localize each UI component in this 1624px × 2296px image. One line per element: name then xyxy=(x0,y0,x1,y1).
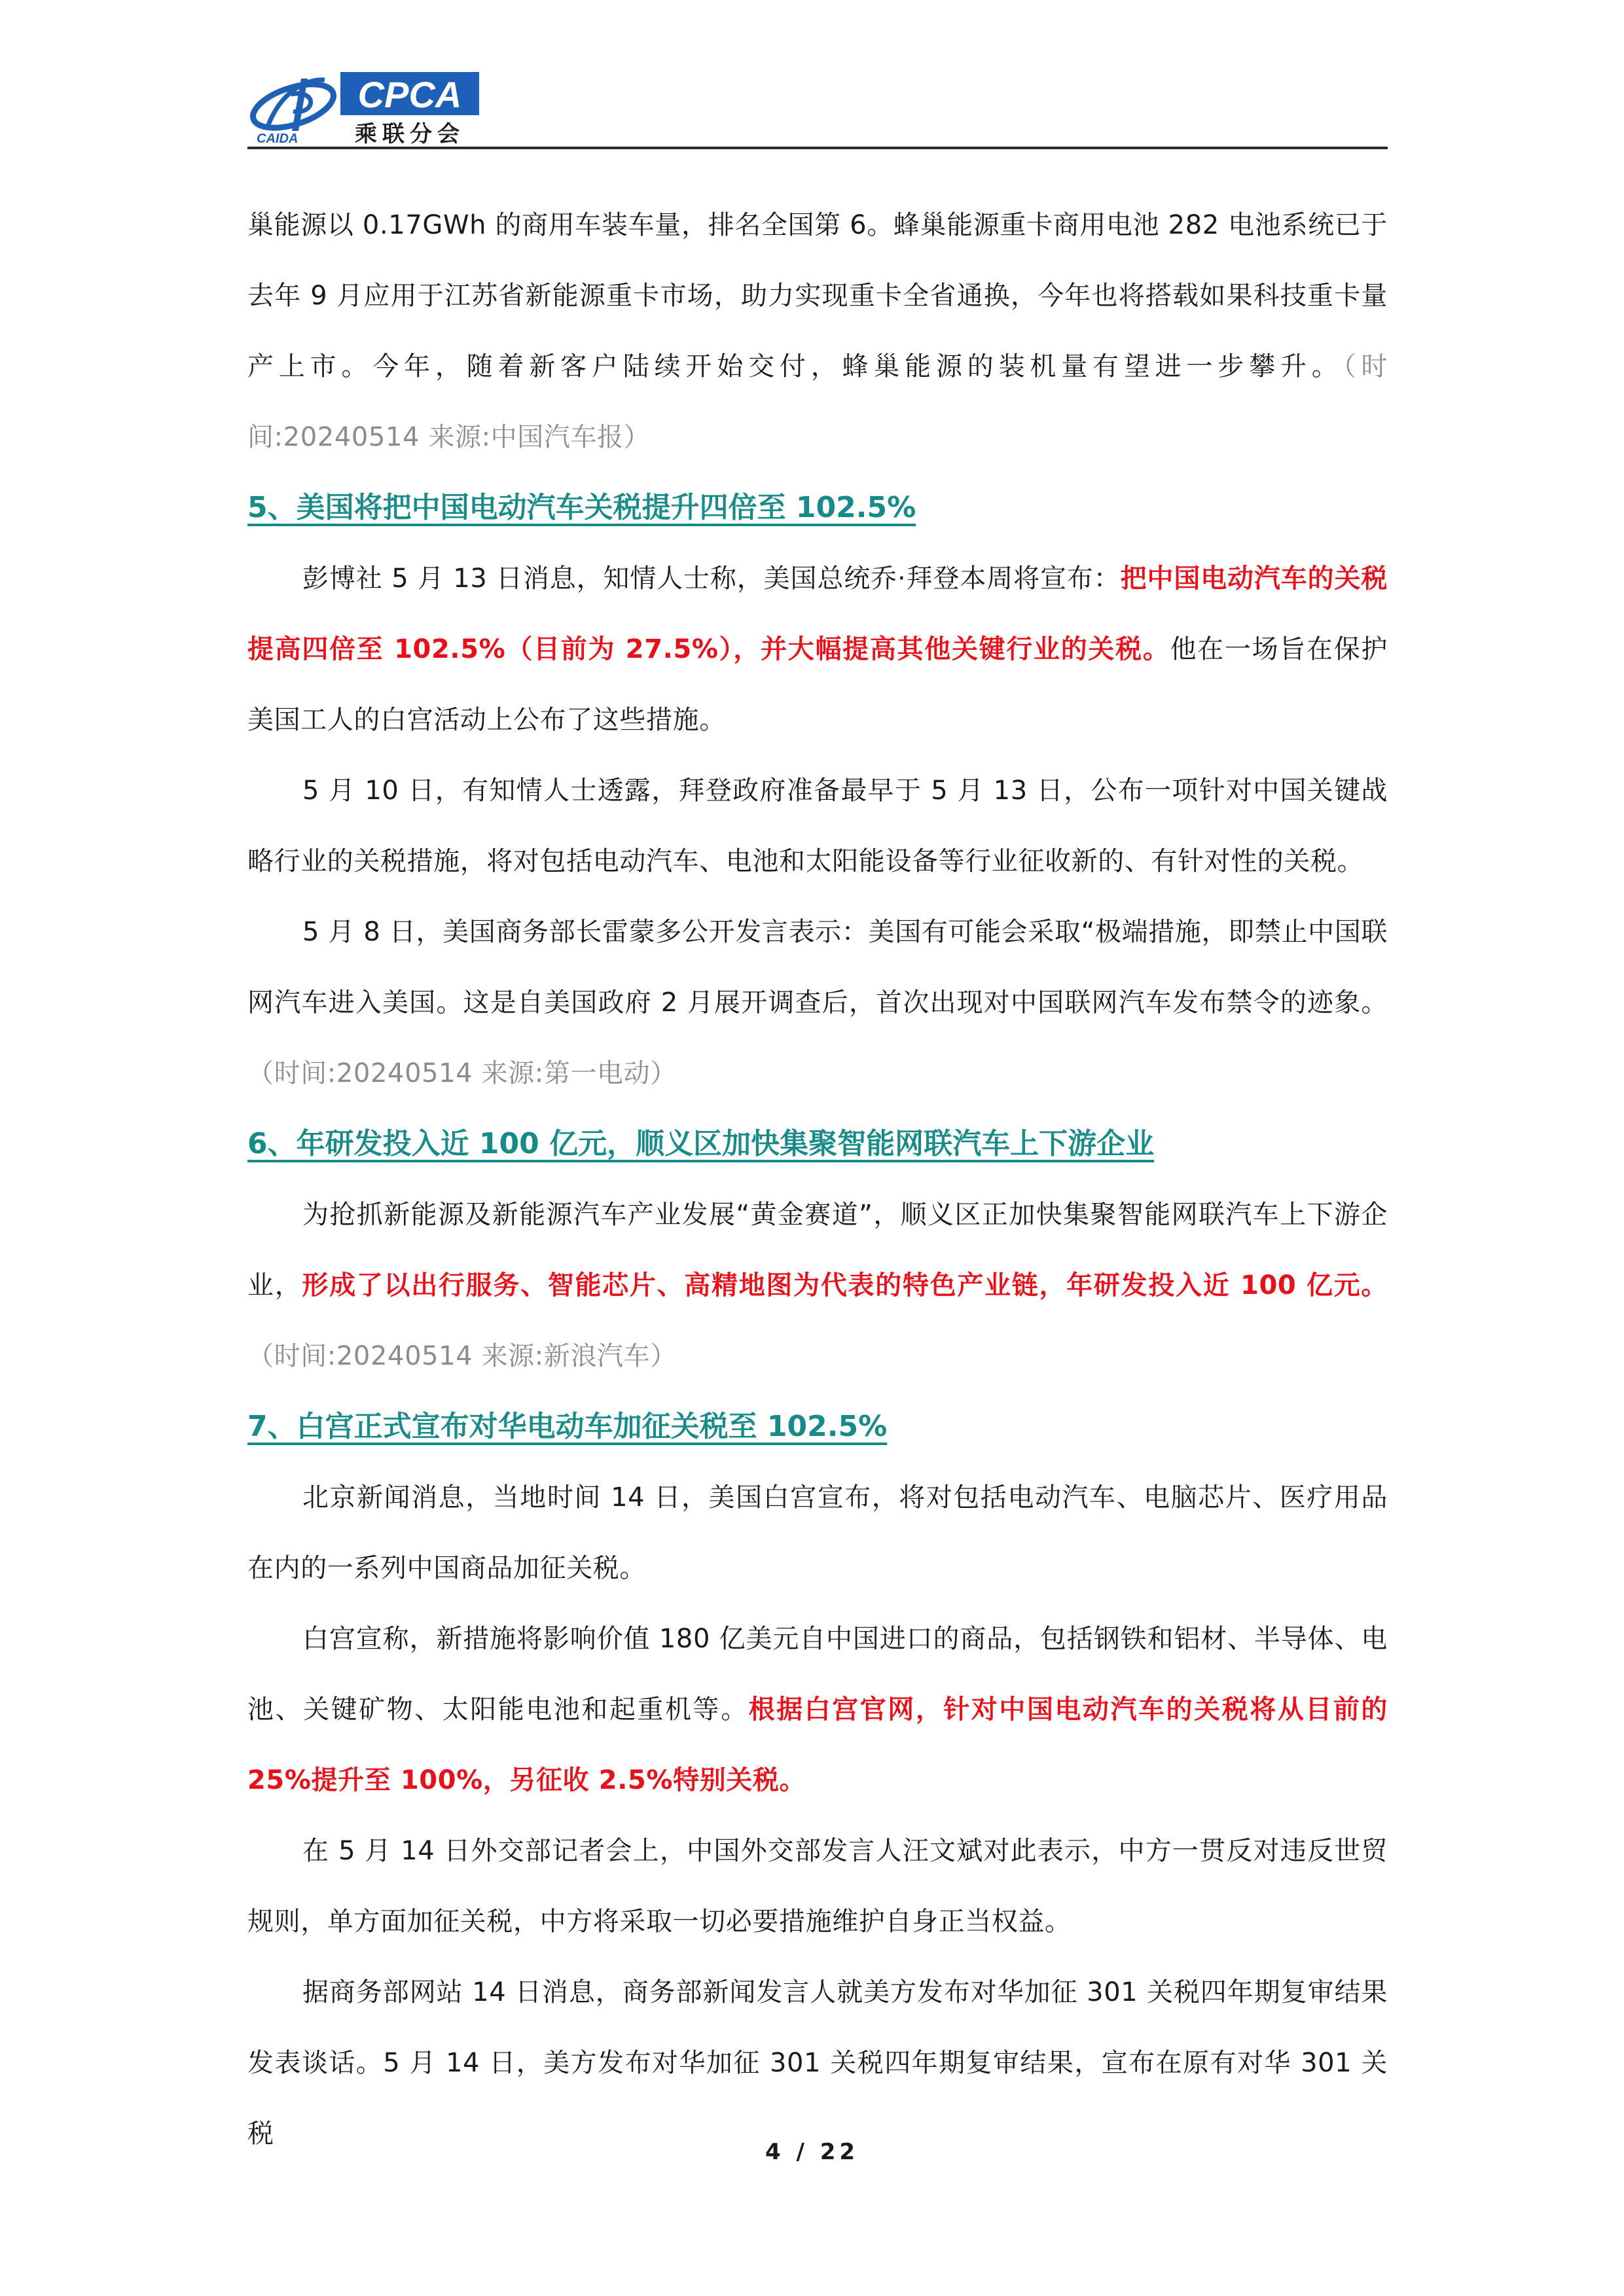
article-content xyxy=(247,190,1388,2169)
paragraph-text: 5 月 8 日，美国商务部长雷蒙多公开发言表示：美国有可能会采取“极端措施，即禁止中国联网汽车进入美国。这是自美国政府 2 月展开调查后，首次出现对中国联网汽车发布禁令的迹象。 xyxy=(247,917,1388,1018)
section-heading xyxy=(247,1391,1388,1462)
paragraph-text: 彭博社 5 月 13 日消息，知情人士称，美国总统乔·拜登本周将宣布： xyxy=(302,564,1121,594)
highlight-text: 根据白宫官网，针对中国电动汽车的关税将从目前的 25%提升至 100%，另征收 2.5%特别关税。 xyxy=(247,1695,1388,1795)
section-heading xyxy=(247,1109,1388,1179)
paragraph-text: 5 月 10 日，有知情人士透露，拜登政府准备最早于 5 月 13 日，公布一项针对中国关键战略行业的关税措施，将对包括电动汽车、电池和太阳能设备等行业征收新的、有针对性的关税。 xyxy=(247,776,1388,876)
section-heading-text: 6、年研发投入近 100 亿元，顺义区加快集聚智能网联汽车上下游企业 xyxy=(247,1127,1155,1160)
source-note: （时间:20240514 来源:中国汽车报） xyxy=(247,351,1388,452)
section-heading-text: 7、白宫正式宣布对华电动车加征关税至 102.5% xyxy=(247,1410,888,1443)
paragraph xyxy=(247,190,1388,473)
paragraph xyxy=(247,1462,1388,1604)
paragraph-text: 白宫宣称，新措施将影响价值 180 亿美元自中国进口的商品，包括钢铁和铝材、半导体、电池、关键矿物、太阳能电池和起重机等。 xyxy=(247,1624,1388,1725)
cpca-logo xyxy=(247,65,483,145)
page-number: 4 / 22 xyxy=(765,2139,859,2165)
logo-subtext: 乘联分会 xyxy=(355,121,465,145)
source-note: （时间:20240514 来源:第一电动） xyxy=(247,1058,677,1088)
paragraph-text: 北京新闻消息，当地时间 14 日，美国白宫宣布，将对包括电动汽车、电脑芯片、医疗用品在内的一系列中国商品加征关税。 xyxy=(247,1482,1388,1583)
paragraph xyxy=(247,543,1388,755)
source-note: （时间:20240514 来源:新浪汽车） xyxy=(247,1341,677,1371)
paragraph-text: 巢能源以 0.17GWh 的商用车装车量，排名全国第 6。蜂巢能源重卡商用电池 282 电池系统已于去年 9 月应用于江苏省新能源重卡市场，助力实现重卡全省通换，今年也将搭载如果科技重卡量产上市。今年，随着新客户陆续开始交付，蜂巢能源的装机量有望进一步攀升。 xyxy=(247,210,1388,382)
paragraph xyxy=(247,897,1388,1109)
highlight-text: 把中国电动汽车的关税提高四倍至 102.5%（目前为 27.5%），并大幅提高其他关键行业的关税。 xyxy=(247,564,1388,664)
paragraph xyxy=(247,755,1388,897)
paragraph xyxy=(247,1179,1388,1391)
section-heading-text: 5、美国将把中国电动汽车关税提升四倍至 102.5% xyxy=(247,491,916,524)
logo-cpca-text: CPCA xyxy=(357,74,462,115)
paragraph xyxy=(247,1604,1388,1816)
paragraph-text: 为抢抓新能源及新能源汽车产业发展“黄金赛道”，顺义区正加快集聚智能网联汽车上下游企业， xyxy=(247,1200,1388,1300)
section-heading xyxy=(247,473,1388,543)
paragraph-text: 据商务部网站 14 日消息，商务部新闻发言人就美方发布对华加征 301 关税四年期复审结果发表谈话。5 月 14 日，美方发布对华加征 301 关税四年期复审结果，宣布在原有对华 301 关税 xyxy=(247,1977,1388,2149)
logo-mark-text: CAIDA xyxy=(257,132,298,145)
header-divider xyxy=(247,147,1388,149)
highlight-text: 形成了以出行服务、智能芯片、高精地图为代表的特色产业链，年研发投入近 100 亿元。 xyxy=(302,1270,1388,1300)
page-header xyxy=(247,65,1388,149)
paragraph xyxy=(247,1957,1388,2169)
paragraph-text: 他在一场旨在保护美国工人的白宫活动上公布了这些措施。 xyxy=(247,634,1388,735)
paragraph-text: 在 5 月 14 日外交部记者会上，中国外交部发言人汪文斌对此表示，中方一贯反对违反世贸规则，单方面加征关税，中方将采取一切必要措施维护自身正当权益。 xyxy=(247,1836,1388,1937)
paragraph xyxy=(247,1816,1388,1957)
